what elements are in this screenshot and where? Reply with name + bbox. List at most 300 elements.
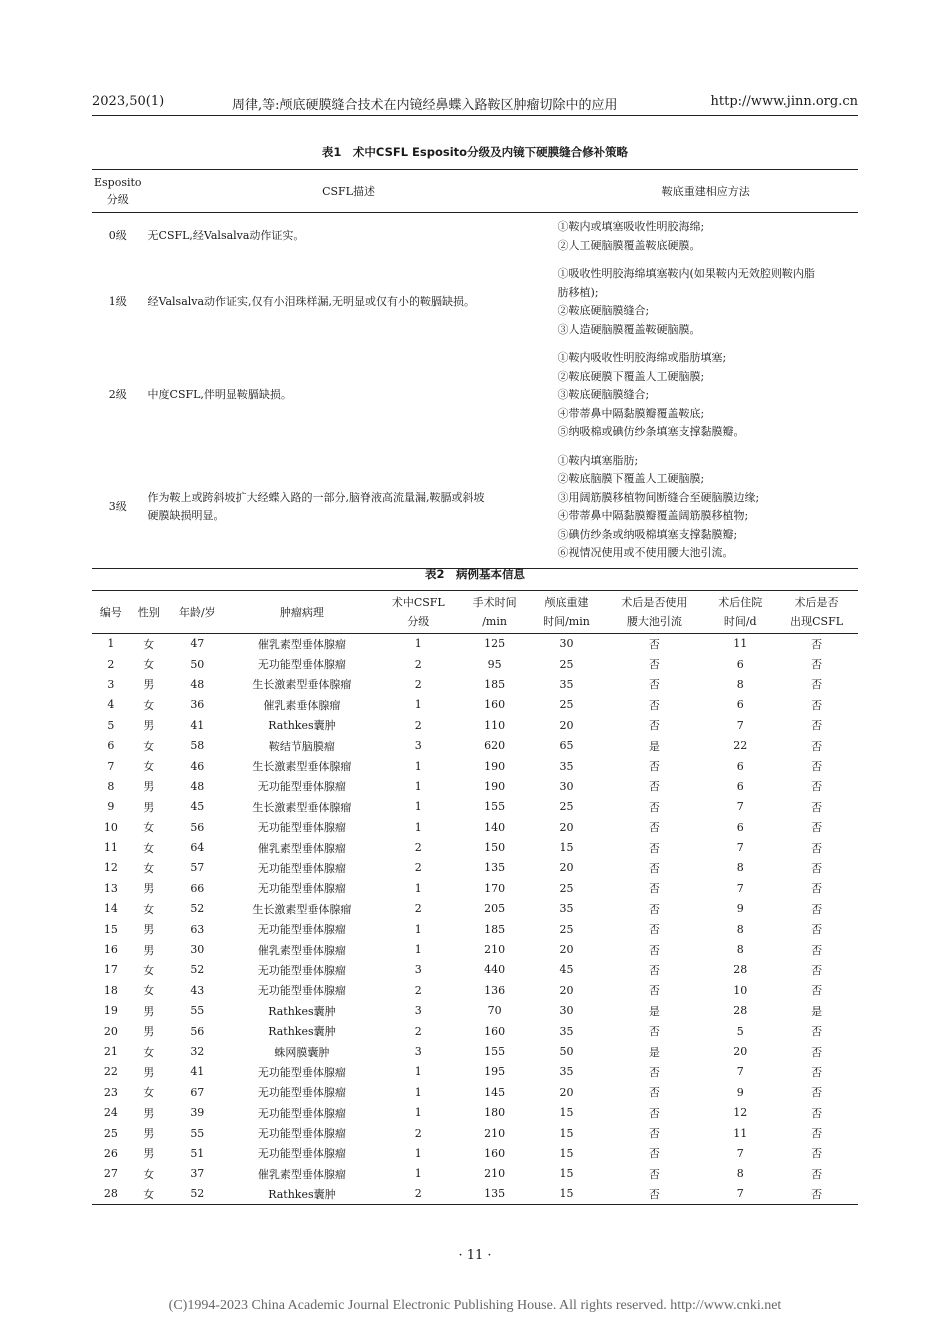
table-cell: 否 bbox=[648, 1065, 660, 1079]
table-cell: 否 bbox=[811, 658, 823, 672]
table-row bbox=[92, 1102, 858, 1122]
table-cell: 52 bbox=[190, 1187, 205, 1201]
table-row bbox=[92, 695, 858, 715]
table-cell: 160 bbox=[484, 698, 506, 712]
table-cell: 否 bbox=[811, 923, 823, 937]
table-cell: 190 bbox=[484, 759, 506, 773]
table-cell: 否 bbox=[811, 1086, 823, 1100]
table-cell: 催乳素型垂体腺瘤 bbox=[257, 943, 346, 957]
table-cell: 30 bbox=[559, 779, 574, 793]
table2-case-info bbox=[92, 590, 858, 1205]
table-cell: 6 bbox=[736, 820, 744, 834]
table-cell: 185 bbox=[484, 922, 506, 936]
table-cell: 否 bbox=[648, 1187, 660, 1201]
table-cell: 56 bbox=[190, 820, 205, 834]
table-cell: 否 bbox=[811, 1025, 823, 1039]
table-cell: 20 bbox=[559, 943, 574, 957]
table-cell: 1 bbox=[414, 881, 422, 895]
table-cell: 135 bbox=[484, 861, 506, 875]
table-cell: 否 bbox=[648, 658, 660, 672]
table-cell: 28 bbox=[733, 963, 748, 977]
table-cell: 20 bbox=[559, 983, 574, 997]
table-cell: 女 bbox=[143, 1086, 155, 1100]
table-cell: 否 bbox=[811, 861, 823, 875]
table-cell: 15 bbox=[103, 922, 118, 936]
table-cell: 20 bbox=[559, 1085, 574, 1099]
table-cell: 是 bbox=[811, 1004, 823, 1018]
table-cell: 140 bbox=[484, 820, 506, 834]
table-cell: 46 bbox=[190, 759, 205, 773]
table-cell: 15 bbox=[559, 1146, 574, 1160]
table2-header-cell: 术后住院 时间/d bbox=[718, 596, 763, 628]
table-cell: 15 bbox=[559, 1126, 574, 1140]
table-row bbox=[92, 837, 858, 857]
table-row bbox=[92, 858, 858, 878]
table1-caption: 表1 术中CSFL Esposito分级及内镜下硬膜缝合修补策略 bbox=[321, 145, 629, 159]
table-cell: 女 bbox=[143, 760, 155, 774]
table-cell: 3 bbox=[414, 739, 422, 753]
table-cell: 蛛网膜囊肿 bbox=[274, 1045, 330, 1059]
table2-header-cell: 术后是否 出现CSFL bbox=[790, 596, 844, 628]
table-cell: 35 bbox=[559, 1024, 574, 1038]
table-cell: 22 bbox=[733, 739, 748, 753]
table-cell: 35 bbox=[559, 1065, 574, 1079]
table-cell: 17 bbox=[103, 963, 118, 977]
table-cell: 7 bbox=[736, 800, 744, 814]
table-cell: 1 bbox=[414, 637, 422, 651]
table-cell: 20 bbox=[733, 1045, 748, 1058]
table-cell: 11 bbox=[103, 841, 118, 855]
table-cell: 13 bbox=[103, 881, 118, 895]
table-cell: ①鞍内填塞脂肪; ②鞍底脑膜下覆盖人工硬脑膜; ③用阔筋膜移植物间断缝合至硬脑膜边缘; ④带蒂鼻中隔黏膜瓣覆盖阔筋膜移植物; ⑤碘仿纱条或纳吸棉填塞支撑黏膜瓣; ⑥视情况使用或不使用腰大池引流。 bbox=[557, 453, 760, 559]
table-cell: 2 bbox=[414, 861, 422, 875]
table2-header-cell: 性别 bbox=[137, 605, 160, 619]
table-cell: 620 bbox=[484, 739, 506, 753]
table-cell: 28 bbox=[103, 1187, 118, 1201]
table-cell: 145 bbox=[484, 1085, 506, 1099]
table-row bbox=[92, 919, 858, 939]
table-cell: 45 bbox=[190, 800, 205, 814]
table-cell: 1 bbox=[414, 1146, 422, 1160]
table2-header-cell: 颅底重建 时间/min bbox=[543, 596, 590, 628]
table-cell: 催乳素型垂体腺瘤 bbox=[257, 637, 346, 651]
table-cell: 15 bbox=[559, 841, 574, 855]
table-row bbox=[92, 1123, 858, 1143]
table-row bbox=[92, 674, 858, 694]
table-cell: 无CSFL,经Valsalva动作证实。 bbox=[147, 229, 305, 243]
table-cell: 女 bbox=[143, 1045, 155, 1059]
table-cell: 无功能型垂体腺瘤 bbox=[257, 923, 346, 937]
table-cell: 2 bbox=[414, 902, 422, 916]
table-cell: 2 bbox=[107, 657, 115, 671]
table-cell: 11 bbox=[733, 637, 748, 651]
table-row bbox=[92, 960, 858, 980]
table-cell: 30 bbox=[559, 1004, 574, 1018]
table-cell: 否 bbox=[811, 882, 823, 896]
table-cell: 2级 bbox=[108, 388, 127, 401]
table-cell: 25 bbox=[559, 657, 574, 671]
table-cell: 经Valsalva动作证实,仅有小泪珠样漏,无明显或仅有小的鞍膈缺损。 bbox=[147, 294, 476, 308]
table-cell: 35 bbox=[559, 759, 574, 773]
copyright-footer: (C)1994-2023 China Academic Journal Electronic Publishing House. All rights reserved. http://www.cnki.net bbox=[168, 1298, 782, 1313]
table-cell: 无功能型垂体腺瘤 bbox=[257, 1086, 346, 1100]
table-cell: 8 bbox=[736, 1167, 744, 1181]
table-cell: 56 bbox=[190, 1024, 205, 1038]
table2-header-cell: 术后是否使用 腰大池引流 bbox=[621, 596, 688, 628]
table-cell: 170 bbox=[484, 881, 506, 895]
table-cell: ①鞍内或填塞吸收性明胶海绵; ②人工硬脑膜覆盖鞍底硬膜。 bbox=[557, 220, 705, 252]
table1-header-cell: 鞍底重建相应方法 bbox=[661, 184, 750, 198]
table-cell: 否 bbox=[811, 1065, 823, 1079]
table-cell: 否 bbox=[811, 1127, 823, 1141]
table-cell: 是 bbox=[648, 739, 660, 753]
table-cell: 女 bbox=[143, 821, 155, 835]
table-cell: 48 bbox=[190, 779, 205, 793]
table-cell: 生长激素型垂体腺瘤 bbox=[252, 678, 352, 692]
table-cell: 2 bbox=[414, 1024, 422, 1038]
table-cell: 无功能型垂体腺瘤 bbox=[257, 1106, 346, 1120]
table-cell: 10 bbox=[733, 983, 748, 997]
table-row bbox=[92, 899, 858, 919]
table-cell: 5 bbox=[107, 718, 115, 732]
table-cell: 8 bbox=[107, 779, 115, 793]
table-cell: 110 bbox=[484, 718, 506, 732]
table-cell: 24 bbox=[103, 1106, 118, 1120]
table-cell: 女 bbox=[143, 637, 155, 651]
table-row bbox=[92, 980, 858, 1000]
table-cell: 20 bbox=[559, 861, 574, 875]
table-cell: 70 bbox=[487, 1004, 502, 1018]
table2-header-cell: 年龄/岁 bbox=[178, 605, 216, 619]
table-cell: 160 bbox=[484, 1146, 506, 1160]
table-cell: 11 bbox=[733, 1126, 748, 1140]
table-cell: 是 bbox=[648, 1004, 660, 1018]
table-cell: 女 bbox=[143, 902, 155, 916]
table-cell: 否 bbox=[648, 963, 660, 977]
table-cell: 8 bbox=[736, 677, 744, 691]
table-cell: 否 bbox=[648, 678, 660, 692]
table-cell: 1 bbox=[414, 943, 422, 957]
table-cell: 1 bbox=[414, 1065, 422, 1079]
table-row bbox=[92, 1164, 858, 1184]
table-cell: 是 bbox=[648, 1045, 660, 1059]
table-cell: 男 bbox=[143, 923, 155, 937]
table-cell: 50 bbox=[559, 1045, 574, 1058]
table-cell: 否 bbox=[648, 984, 660, 998]
table-cell: 男 bbox=[143, 1147, 155, 1161]
table-cell: 男 bbox=[143, 1106, 155, 1120]
table-cell: Rathkes囊肿 bbox=[268, 1025, 336, 1039]
table-cell: 2 bbox=[414, 1187, 422, 1201]
table-cell: 否 bbox=[811, 760, 823, 774]
table-row bbox=[92, 715, 858, 735]
table-cell: 41 bbox=[190, 1065, 205, 1079]
table-row bbox=[92, 817, 858, 837]
table-cell: 否 bbox=[811, 963, 823, 977]
table-cell: 51 bbox=[190, 1146, 205, 1160]
table-cell: 1 bbox=[414, 800, 422, 814]
page-number: · 11 · bbox=[458, 1248, 492, 1263]
table-cell: 否 bbox=[811, 902, 823, 916]
table-cell: 男 bbox=[143, 1025, 155, 1039]
table1-header-cell: Esposito 分级 bbox=[94, 176, 142, 206]
table-cell: 否 bbox=[648, 902, 660, 916]
table-cell: 否 bbox=[648, 943, 660, 957]
table-cell: 160 bbox=[484, 1024, 506, 1038]
table-cell: 125 bbox=[484, 637, 506, 651]
table-cell: 催乳素型垂体腺瘤 bbox=[257, 1167, 346, 1181]
table-cell: 无功能型垂体腺瘤 bbox=[257, 658, 346, 672]
table-cell: 14 bbox=[103, 902, 118, 916]
table-cell: 1 bbox=[414, 698, 422, 712]
table-row bbox=[92, 776, 858, 796]
table-cell: 55 bbox=[190, 1126, 205, 1140]
table1-header-row bbox=[92, 170, 858, 213]
table-cell: Rathkes囊肿 bbox=[268, 1187, 336, 1201]
table-cell: 作为鞍上或跨斜坡扩大经蝶入路的一部分,脑脊液高流量漏,鞍膈或斜坡 硬膜缺损明显。 bbox=[147, 490, 485, 522]
table-cell: 女 bbox=[143, 861, 155, 875]
table-cell: 205 bbox=[484, 902, 506, 916]
table-cell: 10 bbox=[103, 820, 118, 834]
table-cell: 1 bbox=[414, 779, 422, 793]
table-cell: 67 bbox=[190, 1085, 205, 1099]
table-cell: 女 bbox=[143, 1187, 155, 1201]
table-cell: 37 bbox=[190, 1167, 205, 1181]
table-cell: 否 bbox=[811, 780, 823, 794]
article-running-title: 周律,等:颅底硬膜缝合技术在内镜经鼻蝶入路鞍区肿瘤切除中的应用 bbox=[232, 98, 618, 113]
table-cell: 无功能型垂体腺瘤 bbox=[257, 821, 346, 835]
table-cell: 50 bbox=[190, 657, 205, 671]
table-cell: 女 bbox=[143, 698, 155, 712]
table-cell: 否 bbox=[811, 1045, 823, 1059]
table-cell: 9 bbox=[736, 902, 744, 916]
table-cell: 136 bbox=[484, 983, 506, 997]
table-cell: 鞍结节脑膜瘤 bbox=[268, 739, 335, 753]
table-row bbox=[92, 634, 858, 654]
table-cell: 8 bbox=[736, 922, 744, 936]
table-cell: 否 bbox=[648, 780, 660, 794]
table-cell: 否 bbox=[811, 1187, 823, 1201]
table-cell: 30 bbox=[190, 943, 205, 957]
table-cell: 3级 bbox=[108, 499, 127, 513]
table-cell: 0级 bbox=[108, 229, 127, 243]
table-cell: 47 bbox=[190, 637, 205, 651]
table-cell: 65 bbox=[559, 739, 574, 753]
table-cell: 26 bbox=[103, 1146, 118, 1160]
table-cell: ①吸收性明胶海绵填塞鞍内(如果鞍内无效腔则鞍内脂 肪移植); ②鞍底硬脑膜缝合; ③人造硬脑膜覆盖鞍硬脑膜。 bbox=[557, 267, 815, 336]
table-cell: 男 bbox=[143, 1065, 155, 1079]
table-cell: 1 bbox=[414, 1085, 422, 1099]
table-cell: 男 bbox=[143, 943, 155, 957]
table-cell: 195 bbox=[484, 1065, 506, 1079]
table-cell: 否 bbox=[648, 861, 660, 875]
table-cell: 20 bbox=[103, 1024, 118, 1038]
table-cell: 否 bbox=[648, 841, 660, 855]
table-cell: 否 bbox=[648, 698, 660, 712]
table-cell: 催乳素垂体腺瘤 bbox=[263, 698, 341, 712]
table-row bbox=[92, 344, 858, 447]
table-row bbox=[92, 1041, 858, 1061]
table-row bbox=[92, 1082, 858, 1102]
table-cell: 25 bbox=[559, 881, 574, 895]
table-row bbox=[92, 447, 858, 569]
table-cell: 3 bbox=[414, 963, 422, 977]
table-cell: 25 bbox=[559, 800, 574, 814]
table-cell: 1 bbox=[414, 922, 422, 936]
table-cell: 20 bbox=[559, 718, 574, 732]
table-cell: 8 bbox=[736, 943, 744, 957]
table-cell: 否 bbox=[811, 637, 823, 651]
table-cell: 27 bbox=[103, 1167, 118, 1181]
table-cell: 22 bbox=[103, 1065, 118, 1079]
table-cell: 无功能型垂体腺瘤 bbox=[257, 780, 346, 794]
table-cell: 20 bbox=[559, 820, 574, 834]
table-row bbox=[92, 654, 858, 674]
table-cell: 7 bbox=[736, 881, 744, 895]
table-cell: 2 bbox=[414, 657, 422, 671]
table-row bbox=[92, 735, 858, 755]
table-cell: 6 bbox=[736, 657, 744, 671]
table-row bbox=[92, 1001, 858, 1021]
journal-volume: 2023,50(1) bbox=[92, 94, 165, 109]
table-cell: 7 bbox=[736, 1187, 744, 1201]
table-cell: 135 bbox=[484, 1187, 506, 1201]
table-row bbox=[92, 878, 858, 898]
table2-header-row bbox=[92, 591, 858, 634]
table-cell: 否 bbox=[648, 1086, 660, 1100]
table-cell: 6 bbox=[736, 759, 744, 773]
table2-header-cell: 手术时间 /min bbox=[472, 596, 517, 628]
table-cell: 否 bbox=[811, 1167, 823, 1181]
table2-caption: 表2 病例基本信息 bbox=[424, 567, 525, 581]
table-cell: 18 bbox=[103, 983, 118, 997]
table-cell: 中度CSFL,伴明显鞍膈缺损。 bbox=[147, 388, 292, 401]
table-cell: 35 bbox=[559, 677, 574, 691]
table-cell: 6 bbox=[736, 779, 744, 793]
table-cell: 63 bbox=[190, 922, 205, 936]
table-cell: 否 bbox=[811, 719, 823, 733]
table-cell: 否 bbox=[648, 719, 660, 733]
table-cell: 否 bbox=[648, 1127, 660, 1141]
table-cell: 21 bbox=[103, 1045, 118, 1058]
table-cell: 否 bbox=[811, 739, 823, 753]
table-cell: 155 bbox=[484, 800, 506, 814]
table-cell: 2 bbox=[414, 677, 422, 691]
table-cell: 155 bbox=[484, 1045, 506, 1058]
table-cell: 男 bbox=[143, 1127, 155, 1141]
table-cell: 1 bbox=[107, 637, 115, 651]
table-cell: 32 bbox=[190, 1045, 205, 1058]
table-cell: 无功能型垂体腺瘤 bbox=[257, 861, 346, 875]
table-cell: 男 bbox=[143, 678, 155, 692]
table-cell: 19 bbox=[103, 1004, 118, 1018]
table-row bbox=[92, 260, 858, 344]
table-cell: 否 bbox=[811, 1106, 823, 1120]
table-row bbox=[92, 1184, 858, 1204]
table-cell: 生长激素型垂体腺瘤 bbox=[252, 760, 352, 774]
table-cell: 女 bbox=[143, 984, 155, 998]
table-cell: 6 bbox=[736, 698, 744, 712]
table-cell: 否 bbox=[648, 923, 660, 937]
table-cell: 否 bbox=[811, 943, 823, 957]
table-cell: 生长激素型垂体腺瘤 bbox=[252, 902, 352, 916]
table-cell: 36 bbox=[190, 698, 205, 712]
table-cell: 否 bbox=[811, 1147, 823, 1161]
table-cell: 男 bbox=[143, 882, 155, 896]
table-cell: 12 bbox=[103, 861, 118, 875]
table-row bbox=[92, 756, 858, 776]
table-cell: Rathkes囊肿 bbox=[268, 719, 336, 733]
table-cell: 35 bbox=[559, 902, 574, 916]
table-cell: 55 bbox=[190, 1004, 205, 1018]
table-cell: 150 bbox=[484, 841, 506, 855]
table-cell: 95 bbox=[487, 657, 502, 671]
table-row bbox=[92, 1143, 858, 1163]
table-cell: 1 bbox=[414, 820, 422, 834]
table-cell: 男 bbox=[143, 719, 155, 733]
table-cell: 15 bbox=[559, 1187, 574, 1201]
table-row bbox=[92, 797, 858, 817]
table-cell: 否 bbox=[648, 760, 660, 774]
table-cell: 210 bbox=[484, 1167, 506, 1181]
table-cell: 男 bbox=[143, 800, 155, 814]
table-cell: 否 bbox=[811, 800, 823, 814]
table-cell: 6 bbox=[107, 739, 115, 753]
table-cell: 女 bbox=[143, 739, 155, 753]
table-cell: 否 bbox=[811, 841, 823, 855]
table-cell: 43 bbox=[190, 983, 205, 997]
table-cell: 否 bbox=[811, 698, 823, 712]
table-cell: Rathkes囊肿 bbox=[268, 1004, 336, 1018]
running-header bbox=[92, 94, 858, 116]
table-cell: 否 bbox=[648, 1025, 660, 1039]
table-cell: 39 bbox=[190, 1106, 205, 1120]
table-cell: 30 bbox=[559, 637, 574, 651]
table-cell: 1 bbox=[414, 1106, 422, 1120]
table2-body bbox=[92, 634, 858, 1205]
journal-url[interactable]: http://www.jinn.org.cn bbox=[710, 94, 858, 109]
table-cell: 否 bbox=[811, 821, 823, 835]
table-cell: 否 bbox=[648, 1106, 660, 1120]
table-cell: 66 bbox=[190, 881, 205, 895]
table-cell: 25 bbox=[103, 1126, 118, 1140]
table-cell: 64 bbox=[190, 841, 205, 855]
table-cell: 否 bbox=[648, 800, 660, 814]
table-cell: 15 bbox=[559, 1167, 574, 1181]
table-cell: 否 bbox=[648, 1167, 660, 1181]
table-cell: 否 bbox=[811, 678, 823, 692]
table-cell: 男 bbox=[143, 780, 155, 794]
table-cell: 28 bbox=[733, 1004, 748, 1018]
table-row bbox=[92, 1062, 858, 1082]
table-cell: 女 bbox=[143, 841, 155, 855]
table-cell: 58 bbox=[190, 739, 205, 753]
table-row bbox=[92, 213, 858, 261]
table-cell: 57 bbox=[190, 861, 205, 875]
table-cell: 23 bbox=[103, 1085, 118, 1099]
table-cell: 41 bbox=[190, 718, 205, 732]
table2-header-cell: 编号 bbox=[99, 605, 122, 619]
table-cell: 2 bbox=[414, 718, 422, 732]
table-cell: 女 bbox=[143, 658, 155, 672]
table-cell: 7 bbox=[736, 1146, 744, 1160]
table-cell: 无功能型垂体腺瘤 bbox=[257, 963, 346, 977]
table-cell: 7 bbox=[736, 718, 744, 732]
table-cell: 12 bbox=[733, 1106, 748, 1120]
table-cell: 1级 bbox=[108, 294, 127, 308]
table-cell: 3 bbox=[107, 677, 115, 691]
table-cell: 2 bbox=[414, 983, 422, 997]
